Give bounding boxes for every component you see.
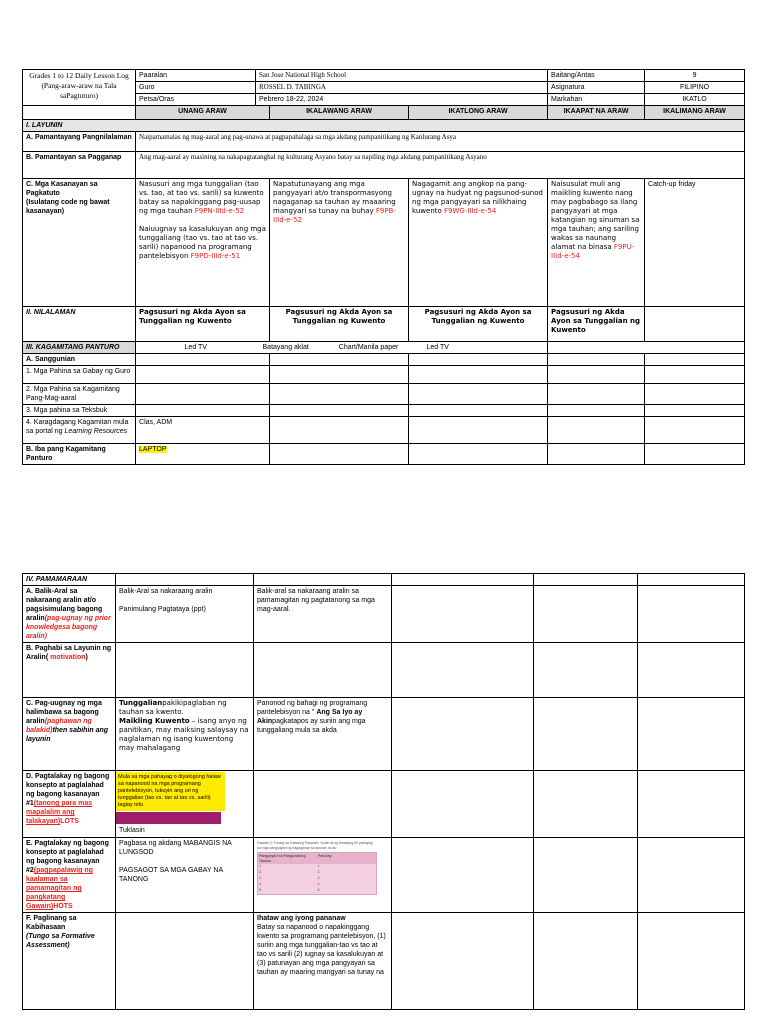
paguugnay-day5 — [638, 698, 745, 771]
paglinang-day5 — [638, 913, 745, 1010]
ref-guro-day5 — [645, 366, 745, 384]
pamamaraan-h2 — [254, 574, 392, 586]
section-pamamaraan: IV. PAMAMARAAN — [23, 574, 116, 586]
kasanayan-day3 — [409, 179, 548, 307]
balik-aral-label — [23, 586, 116, 643]
paghabi-day1 — [116, 643, 254, 698]
gawain-thumb-row — [258, 888, 376, 894]
sanggunian-label: A. Sanggunian — [23, 354, 136, 366]
day-header-blank — [23, 106, 136, 120]
kagamitan-label: III. KAGAMITANG PANTURO — [23, 342, 136, 354]
ref-teksbuk-day3 — [409, 405, 548, 417]
ref-portal-day1: Clas, ADM — [136, 417, 270, 444]
ref-magaaral-day5 — [645, 384, 745, 405]
kasanayan-day5: Catch-up friday — [645, 179, 745, 307]
paghabi-label-2: ) — [85, 654, 88, 661]
nilalaman-day5 — [645, 307, 745, 342]
balik-aral-day1 — [116, 586, 254, 643]
ref-portal-day3 — [409, 417, 548, 444]
paglinang-label-2: (Tungo sa Formative Assessment) — [26, 933, 95, 949]
balik-aral-day1-2: Panimulang Pagtataya (ppt) — [119, 606, 206, 613]
kasanayan-day3-code: F9WG-IIId-e-54 — [444, 207, 497, 215]
balik-aral-day3 — [392, 586, 534, 643]
gawain-thumb-col2: Patunay — [318, 854, 332, 858]
pagtalakay1-day3 — [392, 771, 534, 838]
paghabi-label-1: B. Paghabi sa Layunin ng Aralin( — [26, 645, 112, 661]
pagtalakay1-tuklasin: Tuklasin — [119, 827, 145, 834]
pagtalakay1-day1 — [116, 771, 254, 838]
date-value: Pebrero 18-22, 2024 — [256, 94, 548, 106]
ref-teksbuk-day4 — [548, 405, 645, 417]
ref-portal-day4 — [548, 417, 645, 444]
kasanayan-day2-code: F9PB-IIId-e-52 — [273, 207, 396, 224]
paguugnay-day1-t1: Tunggalian — [119, 699, 163, 707]
pamamaraan-h1 — [116, 574, 254, 586]
paguugnay-day2 — [254, 698, 392, 771]
paglinang-label-1: F. Paglinang sa Kabihasaan — [26, 915, 77, 931]
pagtalakay2-day1 — [116, 838, 254, 913]
nilalaman-day1: Pagsusuri ng Akda Ayon sa Tunggalian ng Kuwento — [136, 307, 270, 342]
paguugnay-day4 — [534, 698, 638, 771]
pagtalakay2-label-1: E. Pagtalakay ng bagong konsepto at paglalahad ng bagong kasanayan #2 — [26, 840, 109, 874]
grade-label: Baitang/Antas — [548, 70, 645, 82]
paglinang-label — [23, 913, 116, 1010]
sanggunian-day4 — [548, 354, 645, 366]
teacher-label: Guro — [136, 82, 256, 94]
kagamitan-item1: Led TV — [136, 342, 256, 354]
balik-aral-day2: Balik-aral sa nakaraang aralin sa pamamagitan ng pagtatanong sa mga mag-aaral. — [254, 586, 392, 643]
gawain-thumb-row-2b: 2. — [317, 870, 321, 874]
quarter-value: IKATLO — [645, 94, 745, 106]
kasanayan-label-sub: (Isulatang code ng bawat kasanayan) — [26, 199, 110, 215]
paguugnay-day1-t4: – isang anyo ng panitikan, may maiksing salaysay na naglalaman ng isang kuwentong may mahalagang — [119, 717, 249, 752]
nilalaman-day3: Pagsusuri ng Akda Ayon sa Tunggalian ng Kuwento — [409, 307, 548, 342]
kasanayan-day4-code: F9PU-IIId-e-54 — [551, 243, 635, 260]
paghabi-day5 — [638, 643, 745, 698]
ref-portal-label-b: Learning Resources — [64, 428, 128, 435]
kasanayan-label — [23, 179, 136, 307]
pagtalakay2-day4 — [534, 838, 638, 913]
iba-pang-kagamitan-day1 — [136, 444, 270, 465]
paghabi-day2 — [254, 643, 392, 698]
ref-magaaral-day3 — [409, 384, 548, 405]
ref-guro-day2 — [270, 366, 409, 384]
paglinang-day1 — [116, 913, 254, 1010]
paguugnay-label-red: (paghawan ng balakid) — [26, 718, 92, 734]
ref-magaaral-label: 2. Mga Pahina sa Kagamitang Pang-Mag-aaral — [23, 384, 136, 405]
dll-title-line2: (Pang-araw-araw na Tala saPagtuturo) — [41, 81, 117, 100]
pamantayang-pangnilalaman-value: Naipamamalas ng mag-aaral ang pag-unawa at pagpapahalaga sa mga akdang pampanitikang ng Kanlurang Asya — [136, 132, 745, 152]
iba-pang-kagamitan-day4 — [548, 444, 645, 465]
paghabi-day3 — [392, 643, 534, 698]
day-header-5: IKALIMANG ARAW — [645, 106, 745, 120]
pagtalakay1-yellow-text: Mula sa mga pahayag o diyalogong halaw sa napanood na mga programang pantelebisyon, tukuyin ang uri ng tunggalian (tao vs. tao at tao vs. sarili) taglay nito. — [118, 774, 221, 808]
pagtalakay1-label-2: LOTS — [60, 818, 79, 825]
sanggunian-day1 — [136, 354, 270, 366]
ref-guro-day4 — [548, 366, 645, 384]
ref-guro-day3 — [409, 366, 548, 384]
balik-aral-day4 — [534, 586, 638, 643]
day-header-1: UNANG ARAW — [136, 106, 270, 120]
pagtalakay2-label-2: HOTS — [53, 903, 73, 910]
pagtalakay1-label-1: D. Pagtalakay ng bagong konsepto at paglalahad ng bagong kasanayan #1 — [26, 773, 110, 807]
ref-portal-day2 — [270, 417, 409, 444]
ref-magaaral-day4 — [548, 384, 645, 405]
pagtalakay1-yellow-box — [116, 772, 225, 811]
dll-title — [23, 70, 136, 106]
ref-guro-day1 — [136, 366, 270, 384]
section-layunin: I. LAYUNIN — [23, 120, 745, 132]
paglinang-day4 — [534, 913, 638, 1010]
pagtalakay1-label-red: (tanong para mas mapalalim ang talakayan) — [26, 800, 93, 825]
iba-pang-kagamitan-day5 — [645, 444, 745, 465]
ref-teksbuk-day5 — [645, 405, 745, 417]
nilalaman-label: II. NILALAMAN — [23, 307, 136, 342]
gawain-thumb-row-1a: 1. — [259, 864, 262, 868]
iba-pang-kagamitan-day3 — [409, 444, 548, 465]
pagtalakay2-day1-2: PAGSAGOT SA MGA GABAY NA TANONG — [119, 867, 223, 883]
pagtalakay1-day2 — [254, 771, 392, 838]
pamamaraan-h5 — [638, 574, 745, 586]
balik-aral-day1-1: Balik-Aral sa nakaraang aralin — [119, 588, 213, 595]
paguugnay-day1-t3: Maikling Kuwento — [119, 717, 190, 725]
paglinang-day3 — [392, 913, 534, 1010]
lesson-log-table-top — [22, 69, 745, 465]
ref-teksbuk-day2 — [270, 405, 409, 417]
ref-teksbuk-day1 — [136, 405, 270, 417]
kasanayan-day1 — [136, 179, 270, 307]
kasanayan-day1-b: Naiuugnay sa kasalukuyan ang mga tunggaliang (tao vs. tao at tao vs. sarili) napanood na programang pantelebisyon — [139, 225, 266, 260]
pagtalakay2-day1-1: Pagbasa ng akdang MABANGIS NA LUNGSOD — [119, 840, 232, 856]
kasanayan-label-text: C. Mga Kasanayan sa Pagkatuto — [26, 181, 98, 197]
ref-portal-label — [23, 417, 136, 444]
lesson-log-table-bottom — [22, 573, 745, 1010]
gawain-thumb-row-3b: 3. — [317, 876, 321, 880]
pamantayang-pangnilalaman-label: A. Pamantayang Pangnilalaman — [23, 132, 136, 152]
ref-magaaral-day2 — [270, 384, 409, 405]
paghabi-label — [23, 643, 116, 698]
gawain-thumb-header — [258, 853, 376, 864]
sanggunian-day5 — [645, 354, 745, 366]
day-header-2: IKALAWANG ARAW — [270, 106, 409, 120]
ref-magaaral-day1 — [136, 384, 270, 405]
gawain-thumb-row-5a: 5. — [259, 888, 262, 892]
date-label: Petsa/Oras — [136, 94, 256, 106]
kagamitan-item3: Chart/Manila paper — [338, 344, 399, 351]
ref-portal-day5 — [645, 417, 745, 444]
paglinang-day2-title: Ihataw ang iyong pananaw — [257, 915, 346, 922]
day-header-4: IKAAPAT NA ARAW — [548, 106, 645, 120]
gawain-thumb-row-1b: 1. — [317, 864, 321, 868]
iba-pang-kagamitan-day2 — [270, 444, 409, 465]
school-label: Paaralan — [136, 70, 256, 82]
paguugnay-label — [23, 698, 116, 771]
pagtalakay2-day2 — [254, 838, 392, 913]
grade-value: 9 — [645, 70, 745, 82]
paglinang-day2-text: Batay sa napanood o napakinggang kwento sa programang pantelebisyon, (1) suriin ang mga tunggalian-tao vs tao at tao vs sarili (2) iugnay sa kasalukuyan at (3) patunayan ang mga pangyayari sa tauhan ay maaring mangyari sa tunay na — [257, 924, 386, 976]
nilalaman-day2: Pagsusuri ng Akda Ayon sa Tunggalian ng Kuwento — [270, 307, 409, 342]
paghabi-label-red: motivation — [48, 654, 86, 661]
laptop-highlight: LAPTOP — [139, 446, 167, 453]
paguugnay-day2-1: Panonod ng bahagi ng programang pantelebisyon na " — [257, 700, 368, 716]
kagamitan-item2-3 — [256, 342, 409, 354]
pagtalakay1-magenta-bar — [116, 812, 221, 824]
paguugnay-day3 — [392, 698, 534, 771]
gawain-thumbnail — [257, 841, 377, 895]
kasanayan-day2-text: Napatutunayang ang mga pangyayari at/o transpormasyong nagaganap sa tauhan ay maaaring mangyari sa tunay na buhay — [273, 180, 396, 215]
nilalaman-day4: Pagsusuri ng Akda Ayon sa Tunggalian ng Kuwento — [548, 307, 645, 342]
ref-portal-label-a: 4. Karagdagang Kagamitan mula sa portal ng — [26, 419, 129, 435]
kasanayan-day3-text: Nagagamit ang angkop na pang-ugnay na hudyat ng pagsunod-sunod ng mga pangyayari sa nilikhaing kuwento — [412, 180, 543, 215]
gawain-thumb-row-3a: 3. — [259, 876, 262, 880]
paguugnay-day1-t2: pakikipaglaban ng tauhan sa kwento. — [119, 699, 227, 716]
gawain-thumb-row-2a: 2. — [259, 870, 262, 874]
sanggunian-day3 — [409, 354, 548, 366]
pamamaraan-h4 — [534, 574, 638, 586]
kasanayan-day2 — [270, 179, 409, 307]
pagtalakay2-label-red: (pagpapalawig ng kaalaman sa pamamagitan ng pangkatang Gawain) — [26, 867, 93, 910]
ref-guro-label: 1. Mga Pahina sa Gabay ng Guro — [23, 366, 136, 384]
subject-value: FILIPINO — [645, 82, 745, 94]
paguugnay-day2-2: pagkatapos ay suriin ang mga tunggaliang mula sa akda — [257, 718, 366, 734]
pagtalakay1-label — [23, 771, 116, 838]
gawain-thumb-col1: Pangyayari sa Pangunahing Tauhan — [259, 854, 306, 863]
ref-teksbuk-label: 3. Mga pahina sa Teksbuk — [23, 405, 136, 417]
kasanayan-day1-b-code: F9PD-IIId-e-51 — [190, 252, 241, 260]
pagtalakay1-day5 — [638, 771, 745, 838]
paguugnay-day1 — [116, 698, 254, 771]
teacher-value: ROSSEL D. TABINGA — [256, 82, 548, 94]
dll-title-line1: Grades 1 to 12 Daily Lesson Log — [29, 71, 129, 80]
kagamitan-empty — [548, 342, 745, 354]
paghabi-day4 — [534, 643, 638, 698]
day-header-3: IKATLONG ARAW — [409, 106, 548, 120]
kagamitan-item2: Batayang aklat — [262, 344, 309, 351]
gawain-thumb-row-4a: 4. — [259, 882, 262, 886]
kasanayan-day1-a: Nasusuri ang mga tunggalian (tao vs. tao, at tao vs. sarili) sa kuwento batay sa napakinggang pag-uusap ng mga tauhan — [139, 180, 264, 215]
pagtalakay1-day4 — [534, 771, 638, 838]
balik-aral-label-red: (pag-ugnay ng prior knowledgesa bagong aralin) — [26, 615, 111, 640]
kasanayan-day1-a-code: F9PN-IIId-e-52 — [194, 207, 245, 215]
pagtalakay2-label — [23, 838, 116, 913]
subject-label: Asignatura — [548, 82, 645, 94]
kagamitan-item4: Led TV — [409, 342, 548, 354]
gawain-thumb-row-4b: 4. — [317, 882, 321, 886]
pamantayan-pagganap-label: B. Pamantayan sa Pagganap — [23, 152, 136, 179]
pamantayan-pagganap-value: Ang mag-aaral ay masining na nakapagtatanghal ng kulturang Asyano batay sa napiling mga akdang pampanitikang Asyano — [136, 152, 745, 179]
iba-pang-kagamitan-label: B. Iba pang Kagamitang Panturo — [23, 444, 136, 465]
gawain-thumb-title: Gawain 2: Tumay sa Gawaing Pananim: Suriin at ng binasang 50 pahayag sa mga pangyayari ng nagaganap sa lipunan na ito — [257, 841, 373, 850]
paguugnay-day2-b: Ang Sa Iyo ay Akin — [257, 709, 363, 725]
kasanayan-day4-text: Naisusulat muli ang maikling kuwento nang may pagbabago sa ilang pangyayari at mga katangian ng sinuman sa mga tauhan; ang sariling wakas sa naunang alamat na binasa — [551, 180, 640, 251]
pagtalakay2-day3 — [392, 838, 534, 913]
kasanayan-day4 — [548, 179, 645, 307]
paglinang-day2 — [254, 913, 392, 1010]
gawain-thumb-row-5b: 5. — [317, 888, 321, 892]
pamamaraan-h3 — [392, 574, 534, 586]
balik-aral-label-1: A. Balik-Aral sa nakaraang aralin at/o pagsisimulang bagong aralin — [26, 588, 103, 622]
gawain-thumb-table — [257, 852, 377, 895]
school-value: San Jose National High School — [256, 70, 548, 82]
paguugnay-label-1: C. Pag-uugnay ng mga halimbawa sa bagong aralin — [26, 700, 102, 725]
sanggunian-day2 — [270, 354, 409, 366]
pagtalakay2-day5 — [638, 838, 745, 913]
paguugnay-label-2: then sabihin ang layunin — [26, 727, 109, 743]
balik-aral-day5 — [638, 586, 745, 643]
quarter-label: Markahan — [548, 94, 645, 106]
